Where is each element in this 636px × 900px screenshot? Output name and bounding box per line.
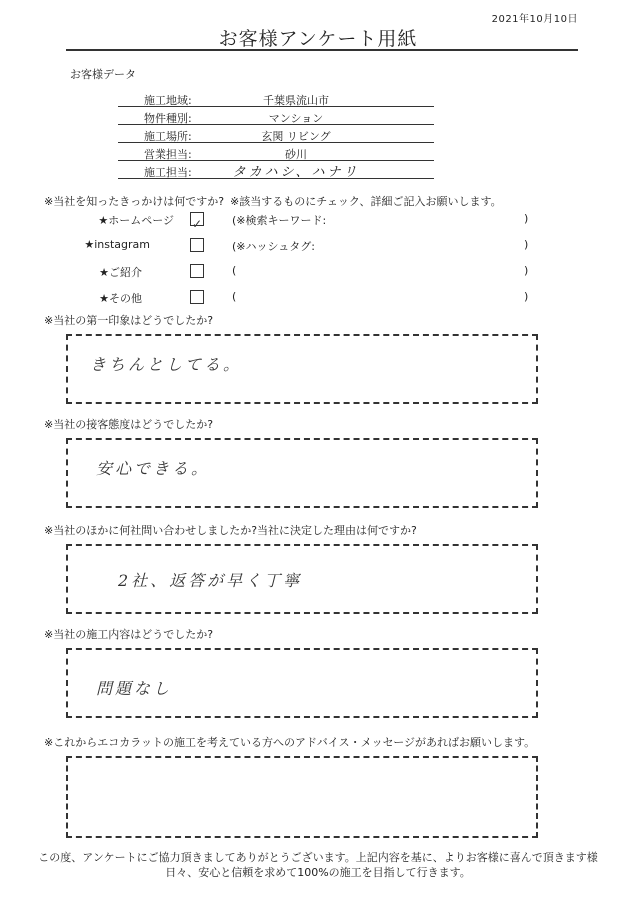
q5-question: ※当社の施工内容はどうでしたか? [44,628,214,641]
customer-row-property-type [118,108,434,125]
title-underline [66,49,578,51]
option-note-referral: ( [232,264,237,277]
option-close-paren: ) [524,264,529,277]
customer-row-label: 施工地域: [144,94,192,107]
q1-question: ※当社を知ったきっかけは何ですか? [44,195,225,208]
customer-row-value: 砂川 [285,148,307,161]
option-note-homepage: (※検索キーワード: [232,214,327,227]
check-mark-icon: ✓ [192,217,203,231]
survey-date: 2021年10月10日 [491,14,578,25]
checkbox-homepage[interactable] [190,212,204,231]
checkbox-other[interactable] [190,290,204,304]
q6-answer-box[interactable] [66,756,538,838]
customer-row-location [118,126,434,143]
customer-row-label: 施工場所: [144,130,192,143]
option-close-paren: ) [524,212,529,225]
customer-row-value: 千葉県流山市 [263,94,329,107]
page-title: お客様アンケート用紙 [218,28,418,50]
q4-answer: 2社、返答が早く丁寧 [118,571,303,590]
q3-answer-box[interactable] [66,438,538,508]
customer-row-value: マンション [268,112,324,125]
option-label-other: ★その他 [99,292,142,305]
customer-row-area [118,90,434,107]
q4-answer-box[interactable] [66,544,538,614]
footer-line-2: 日々、安心と信頼を求めて100%の施工を目指して行きます。 [165,866,471,879]
option-label-referral: ★ご紹介 [99,266,142,279]
customer-row-sales-rep [118,144,434,161]
customer-row-installer [118,162,434,179]
q5-answer-box[interactable] [66,648,538,718]
customer-row-label: 施工担当: [144,166,192,179]
option-label-homepage: ★ホームページ [98,214,174,227]
option-note-instagram: (※ハッシュタグ: [232,240,315,253]
q1-instruction: ※該当するものにチェック、詳細ご記入お願いします。 [230,195,502,208]
customer-row-label: 物件種別: [144,112,192,125]
q5-answer: 問題なし [96,679,173,698]
footer-line-1: この度、アンケートにご協力頂きましてありがとうございます。上記内容を基に、よりお客様に喜んで頂きます様 [38,851,598,864]
checkbox-referral[interactable] [190,264,204,278]
customer-row-label: 営業担当: [144,148,192,161]
q2-answer-box[interactable] [66,334,538,404]
q2-answer: きちんとしてる。 [90,355,243,374]
q2-question: ※当社の第一印象はどうでしたか? [44,314,214,327]
q3-answer: 安心できる。 [96,459,211,478]
option-close-paren: ) [524,290,529,303]
option-close-paren: ) [524,238,529,251]
option-label-instagram: ★instagram [84,238,150,251]
q4-question: ※当社のほかに何社問い合わせしましたか?当社に決定した理由は何ですか? [44,524,417,537]
option-note-other: ( [232,290,237,303]
checkbox-instagram[interactable] [190,238,204,252]
customer-data-label: お客様データ [70,68,136,81]
q6-question: ※これからエコカラットの施工を考えている方へのアドバイス・メッセージがあればお願いします。 [44,736,536,749]
customer-row-value: 玄関 リビング [261,130,331,143]
q3-question: ※当社の接客態度はどうでしたか? [44,418,214,431]
customer-row-value: タカハシ、ハナリ [232,165,360,180]
